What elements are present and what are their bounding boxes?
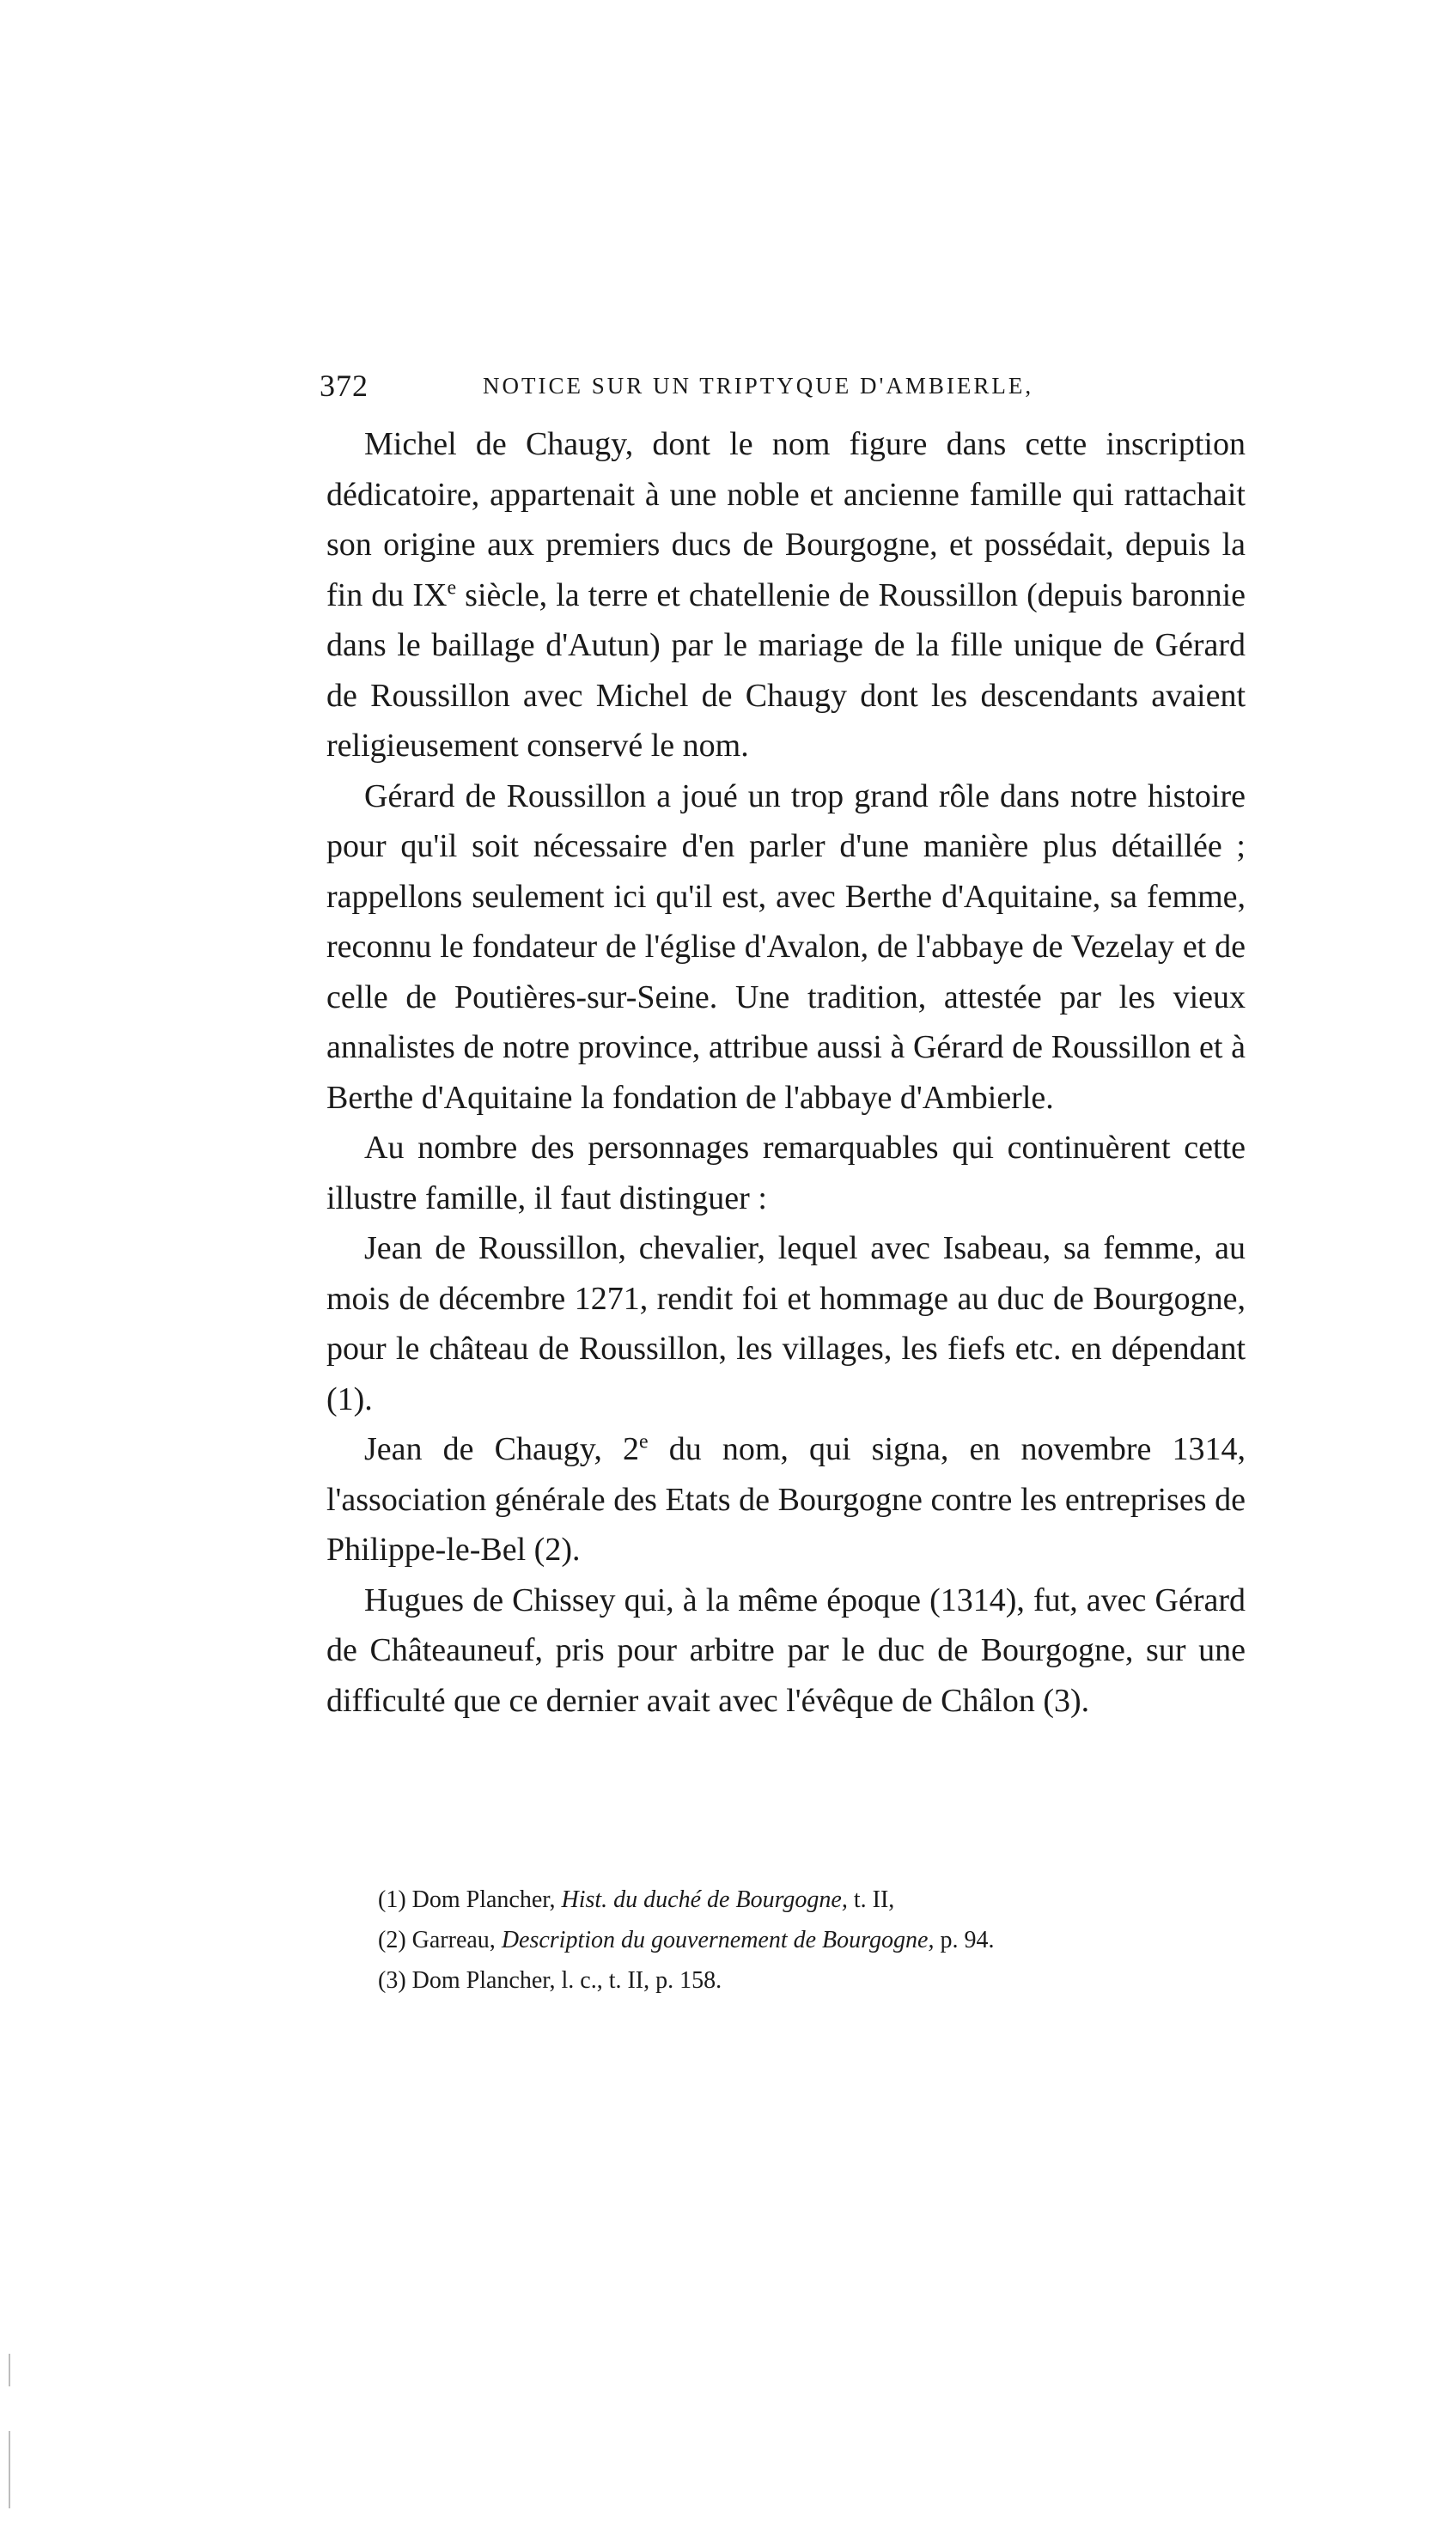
paragraph: Hugues de Chissey qui, à la même époque (1314), fut, avec Gérard de Châteauneuf, pris pour arbitre par le duc de Bourgogne, sur une difficulté que ce dernier avait avec l'évêque de Châlon (3). — [326, 1581, 1246, 1719]
running-head — [320, 368, 1264, 409]
paragraph-text: Jean de Chaugy, 2 — [364, 1431, 639, 1467]
paragraph: Au nombre des personnages remarquables qui continuèrent cette illustre famille, il faut distinguer : — [326, 1130, 1246, 1216]
footnote — [378, 1880, 1237, 1920]
footnote-author: Dom Plancher, — [411, 1886, 556, 1913]
footnote-number: (1) — [378, 1886, 406, 1913]
footnote-number: (3) — [378, 1967, 406, 1994]
paragraph: Jean de Roussillon, chevalier, lequel avec Isabeau, sa femme, au mois de décembre 1271, rendit foi et hommage au duc de Bourgogne, pour le château de Roussillon, les villages, les fiefs etc. en dépendant (1). — [326, 1230, 1246, 1417]
paragraph: Gérard de Roussillon a joué un trop grand rôle dans notre histoire pour qu'il soit nécessaire d'en parler d'une manière plus détaillée ; rappellons seulement ici qu'il est, avec Berthe d'Aquitaine, sa femme, reconnu le fondateur de l'église d'Avalon, de l'abbaye de Vezelay et de celle de Poutières-sur-Seine. Une tradition, attestée par les vieux annalistes de notre province, attribue aussi à Gérard de Roussillon et à Berthe d'Aquitaine la fondation de l'abbaye d'Ambierle. — [326, 777, 1246, 1116]
footnote-ref: p. 94. — [940, 1927, 995, 1953]
superscript: e — [638, 1430, 649, 1453]
paragraph-text-continued: siècle, la terre et chatellenie de Roussillon (depuis baronnie dans le baillage d'Autun) par le mariage de la fille unique de Gérard de Roussillon avec Michel de Chaugy dont les descendants avaient religieusement conservé le nom. — [326, 576, 1246, 764]
footnote-ref: l. c., t. II, p. 158. — [561, 1967, 722, 1994]
paragraph-text-continued: du nom, qui signa, en novembre 1314, l'association générale des Etats de Bourgogne contre les entreprises de Philippe-le-Bel (2). — [326, 1431, 1246, 1568]
footnote-author: Dom Plancher, — [411, 1967, 556, 1994]
footnote-title: Hist. du duché de Bourgogne, — [561, 1886, 848, 1913]
footnote — [378, 1920, 1237, 1960]
footnotes — [378, 1880, 1237, 2001]
footnote-author: Garreau, — [411, 1927, 496, 1953]
superscript: e — [447, 576, 457, 599]
page-number: 372 — [320, 369, 369, 403]
paragraph — [326, 419, 1246, 771]
body-text — [326, 419, 1246, 1726]
footnote — [378, 1960, 1237, 2001]
scan-margin-mark — [9, 2354, 10, 2386]
footnote-number: (2) — [378, 1927, 406, 1953]
footnote-title: Description du gouvernement de Bourgogne, — [501, 1927, 935, 1953]
running-title: NOTICE SUR UN TRIPTYQUE D'AMBIERLE, — [483, 373, 1034, 399]
scan-margin-mark — [9, 2431, 10, 2508]
footnote-ref: t. II, — [853, 1886, 895, 1913]
paragraph — [326, 1424, 1246, 1575]
paragraph-text: Michel de Chaugy, dont le nom figure dans cette inscription dédicatoire, appartenait à une noble et ancienne famille qui rattachait son origine aux premiers ducs de Bourgogne, et possédait, depuis la fin du IX — [326, 426, 1246, 613]
